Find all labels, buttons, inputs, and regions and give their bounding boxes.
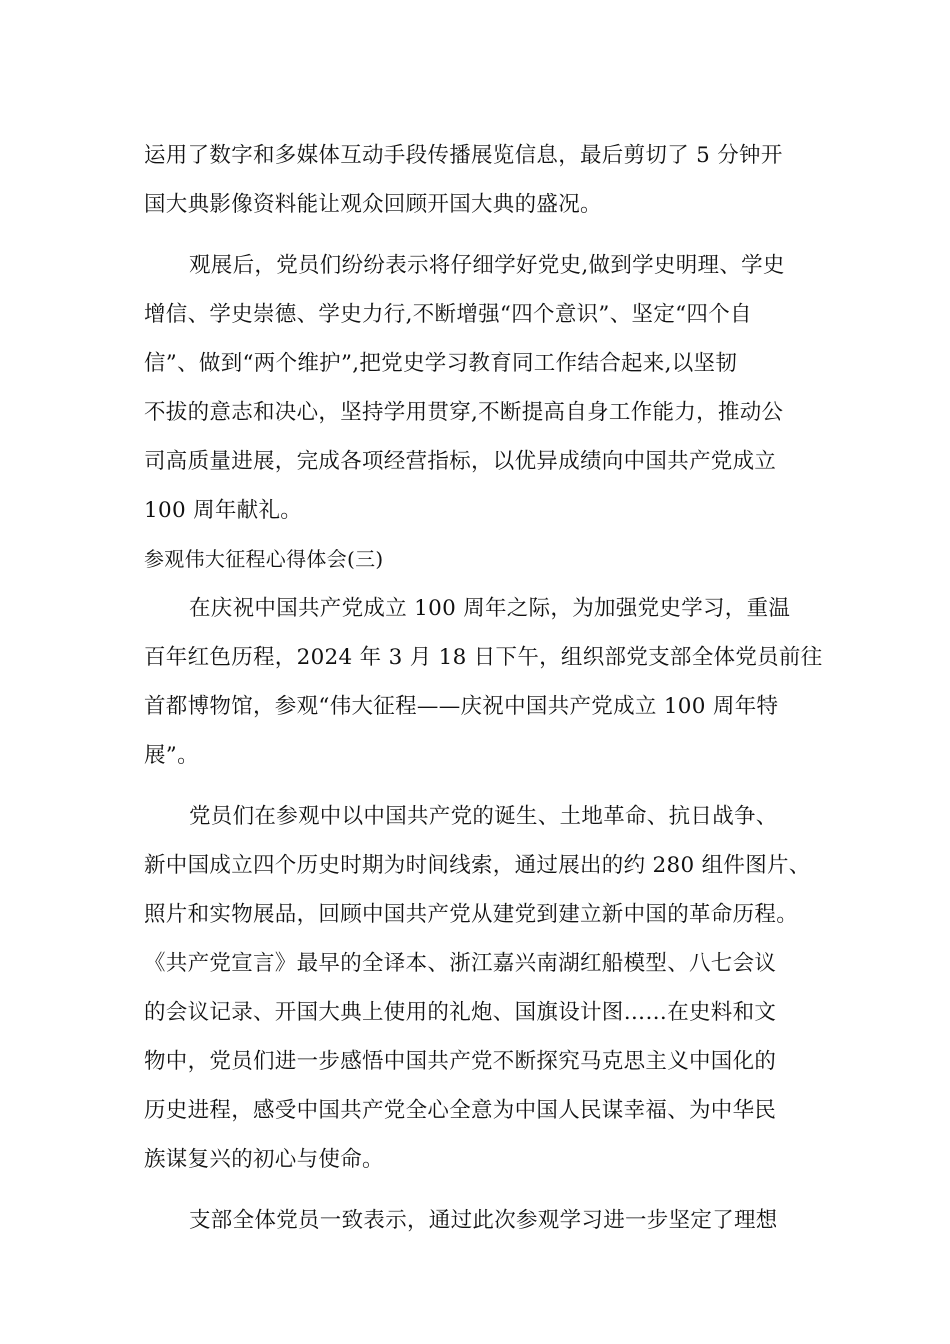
- text-line: 观展后，党员们纷纷表示将仔细学好党史,做到学史明理、学史: [189, 253, 785, 278]
- text-line: 百年红色历程，2024 年 3 月 18 日下午，组织部党支部全体党员前往: [144, 645, 823, 670]
- text-line: 族谋复兴的初心与使命。: [144, 1147, 384, 1172]
- text-line: 首都博物馆，参观“伟大征程——庆祝中国共产党成立 100 周年特: [144, 694, 779, 719]
- text-line: 《共产党宣言》最早的全译本、浙江嘉兴南湖红船模型、八七会议: [144, 951, 777, 976]
- text-line: 100 周年献礼。: [144, 498, 303, 523]
- paragraph-1: [144, 131, 816, 229]
- text-line: 的会议记录、开国大典上使用的礼炮、国旗设计图……在史料和文: [144, 1000, 777, 1025]
- text-line: 信”、做到“两个维护”,把党史学习教育同工作结合起来,以坚韧: [144, 351, 738, 376]
- document-body: [144, 131, 823, 1245]
- heading-text: 参观伟大征程心得体会(三): [144, 547, 384, 571]
- text-line: 增信、学史崇德、学史力行,不断增强“四个意识”、坚定“四个自: [144, 302, 752, 327]
- text-line: 支部全体党员一致表示，通过此次参观学习进一步坚定了理想: [189, 1208, 778, 1233]
- text-line: 在庆祝中国共产党成立 100 周年之际，为加强党史学习，重温: [189, 596, 791, 621]
- paragraph-4: [144, 792, 816, 1184]
- text-line: 历史进程，感受中国共产党全心全意为中国人民谋幸福、为中华民: [144, 1098, 777, 1123]
- paragraph-3: [144, 584, 823, 780]
- text-line: 新中国成立四个历史时期为时间线索，通过展出的约 280 组件图片、: [144, 853, 811, 878]
- text-line: 照片和实物展品，回顾中国共产党从建党到建立新中国的革命历程。: [144, 902, 799, 927]
- paragraph-5: [144, 1196, 816, 1245]
- section-heading: [144, 535, 816, 584]
- paragraph-2: [144, 241, 816, 535]
- text-line: 司高质量进展，完成各项经营指标，以优异成绩向中国共产党成立: [144, 449, 777, 474]
- text-line: 物中，党员们进一步感悟中国共产党不断探究马克思主义中国化的: [144, 1049, 777, 1074]
- text-line: 不拔的意志和决心，坚持学用贯穿,不断提高自身工作能力，推动公: [144, 400, 784, 425]
- text-line: 展”。: [144, 743, 199, 768]
- text-line: 党员们在参观中以中国共产党的诞生、土地革命、抗日战争、: [189, 804, 778, 829]
- text-line: 国大典影像资料能让观众回顾开国大典的盛况。: [144, 192, 602, 217]
- text-line: 运用了数字和多媒体互动手段传播展览信息，最后剪切了 5 分钟开: [144, 143, 783, 168]
